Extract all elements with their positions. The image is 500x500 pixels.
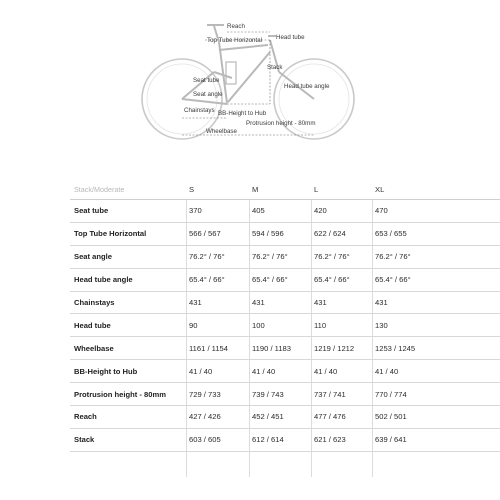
header-cell-size: M	[252, 185, 259, 194]
head-tube-label: Head tube	[276, 34, 305, 41]
row-value: 603 / 605	[189, 435, 221, 445]
row-value: 65.4° / 66°	[189, 275, 225, 285]
row-value: 76.2° / 76°	[189, 252, 225, 262]
row-value: 431	[375, 298, 388, 307]
row-label: Reach	[74, 412, 97, 422]
row-value: 130	[375, 320, 388, 330]
row-value: 431	[314, 298, 327, 307]
row-value: 502 / 501	[375, 412, 407, 422]
row-value: 65.4° / 66°	[252, 275, 288, 285]
row-value: 739 / 743	[252, 389, 284, 399]
row-value: 427 / 426	[189, 412, 221, 422]
row-value: 594 / 596	[252, 229, 284, 239]
table-row	[70, 246, 500, 269]
row-value: 770 / 774	[375, 389, 407, 399]
top-tube-label: Top Tube Horizontal	[207, 37, 263, 44]
row-value: 431	[252, 298, 265, 307]
row-value: 470	[375, 206, 388, 216]
row-label: Top Tube Horizontal	[74, 229, 147, 239]
header-cell-size: XL	[375, 185, 385, 194]
row-value: 41 / 40	[314, 366, 338, 376]
table-row	[70, 269, 500, 292]
table-row	[70, 429, 500, 452]
row-value: 100	[252, 320, 265, 330]
geometry-table	[70, 180, 500, 452]
row-value: 653 / 655	[375, 229, 407, 239]
stack-label: Stack	[267, 64, 283, 71]
table-row	[70, 292, 500, 315]
row-value: 729 / 733	[189, 389, 221, 399]
row-value: 477 / 476	[314, 412, 346, 422]
header-cell-option: Stack/Moderate	[74, 185, 125, 194]
bb-height-label: BB-Height to Hub	[218, 110, 267, 117]
table-row	[70, 360, 500, 383]
row-value: 1219 / 1212	[314, 343, 355, 353]
table-row	[70, 406, 500, 429]
protrusion-label: Protrusion height - 80mm	[246, 120, 316, 127]
row-value: 622 / 624	[314, 229, 346, 239]
row-value: 405	[252, 206, 265, 216]
seat-angle-label: Seat angle	[193, 91, 223, 98]
row-label: BB-Height to Hub	[74, 366, 138, 376]
geometry-diagram	[0, 0, 500, 160]
row-label: Seat tube	[74, 206, 109, 216]
chainstays-label: Chainstays	[184, 107, 215, 114]
row-label: Stack	[74, 435, 95, 445]
row-value: 65.4° / 66°	[375, 275, 411, 285]
bike-drawing	[0, 0, 500, 160]
table-row	[70, 200, 500, 223]
table-header-row	[70, 180, 500, 200]
row-value: 41 / 40	[375, 366, 399, 376]
row-value: 1253 / 1245	[375, 343, 416, 353]
row-value: 452 / 451	[252, 412, 284, 422]
row-value: 90	[189, 320, 198, 330]
row-value: 76.2° / 76°	[252, 252, 288, 262]
reach-label: Reach	[227, 23, 245, 30]
row-value: 639 / 641	[375, 435, 407, 445]
row-label: Seat angle	[74, 252, 112, 262]
row-value: 370	[189, 206, 202, 216]
row-value: 621 / 623	[314, 435, 346, 445]
row-label: Protrusion height - 80mm	[74, 389, 166, 399]
table-row	[70, 314, 500, 337]
row-value: 1190 / 1183	[252, 343, 291, 353]
row-label: Wheelbase	[74, 343, 114, 353]
row-value: 41 / 40	[252, 366, 276, 376]
row-value: 76.2° / 76°	[375, 252, 411, 262]
row-value: 76.2° / 76°	[314, 252, 350, 262]
seat-tube-label: Seat tube	[193, 77, 220, 84]
table-row	[70, 223, 500, 246]
row-value: 737 / 741	[314, 389, 346, 399]
header-cell-size: S	[189, 185, 195, 194]
wheelbase-label: Wheelbase	[206, 128, 237, 135]
row-value: 65.4° / 66°	[314, 275, 350, 285]
row-label: Head tube angle	[74, 275, 133, 285]
table-body	[70, 200, 500, 452]
table-row	[70, 383, 500, 406]
row-value: 431	[189, 298, 202, 307]
row-label: Head tube	[74, 320, 111, 330]
row-value: 612 / 614	[252, 435, 284, 445]
row-value: 1161 / 1154	[189, 343, 228, 353]
header-cell-size: L	[314, 185, 319, 194]
row-value: 41 / 40	[189, 366, 213, 376]
head-tube-angle-label: Head tube angle	[284, 83, 330, 90]
row-value: 420	[314, 206, 327, 216]
row-value: 110	[314, 320, 327, 330]
row-label: Chainstays	[74, 298, 115, 307]
row-value: 566 / 567	[189, 229, 221, 239]
table-row	[70, 337, 500, 360]
